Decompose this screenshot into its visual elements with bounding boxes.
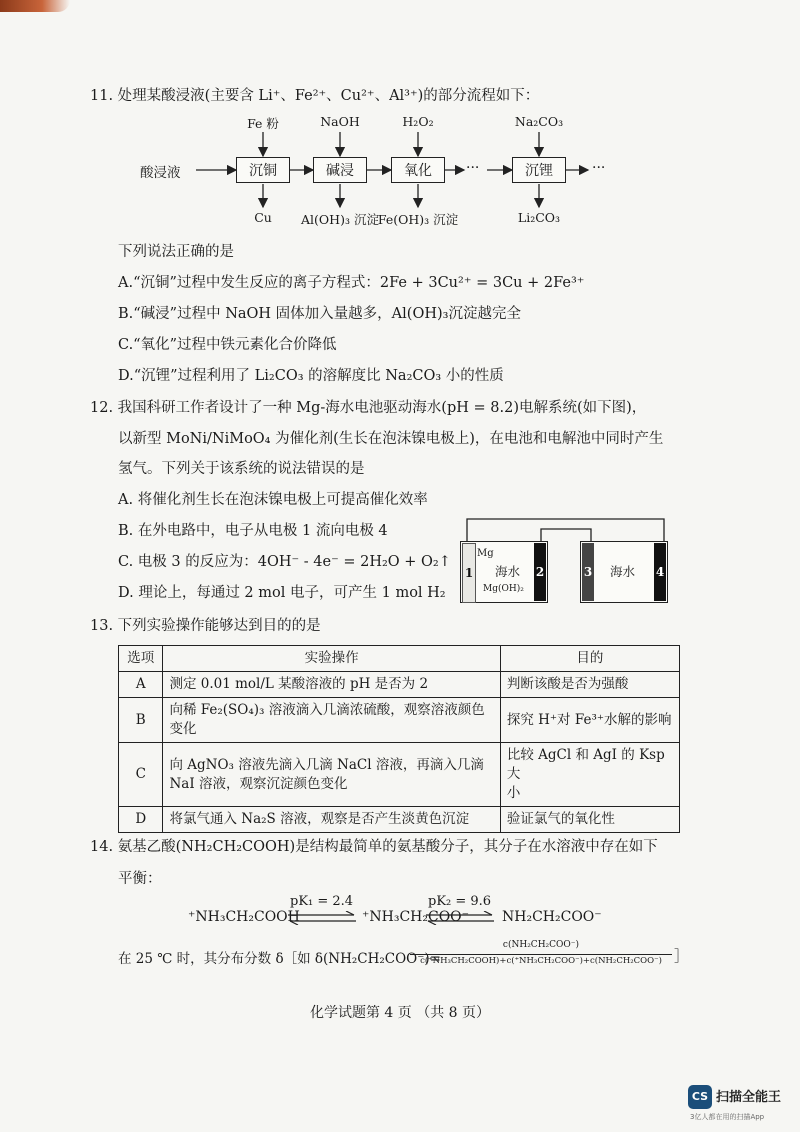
watermark-tagline: 3亿人都在用的扫描App [690, 1113, 765, 1121]
flow-end-ellipsis: ··· [592, 160, 606, 176]
goal-line: 探究 H⁺对 Fe³⁺水解的影响 [506, 711, 672, 728]
row-option: C [119, 743, 163, 807]
q11-option-b: B.“碱浸”过程中 NaOH 固体加入量越多，Al(OH)₃沉淀越完全 [118, 306, 521, 322]
distribution-suffix: ］ [674, 947, 690, 965]
row-goal [500, 807, 679, 833]
q12-stem-line-2: 以新型 MoNi/NiMoO₄ 为催化剂(生长在泡沫镍电极上)，在电池和电解池中同时产生 [118, 431, 664, 447]
flow-product-2: Al(OH)₃ 沉淀 [301, 212, 379, 227]
flow-reagent-4: Na₂CO₃ [514, 114, 564, 129]
operation-line: 变化 [169, 721, 197, 737]
q14-distribution-line [118, 940, 688, 972]
experiment-table [118, 645, 680, 833]
table-row [119, 807, 680, 833]
operation-line: 向 AgNO₃ 溶液先滴入几滴 NaCl 溶液，再滴入几滴 [169, 756, 484, 773]
electrode-4: 4 [654, 543, 666, 601]
row-goal [500, 743, 679, 807]
table-row [119, 743, 680, 807]
q11-option-c: C.“氧化”过程中铁元素化合价降低 [118, 337, 337, 353]
flow-box-step1: 沉铜 [236, 157, 290, 183]
row-option: D [119, 807, 163, 833]
row-goal [500, 698, 679, 743]
watermark-brand: 扫描全能王 [716, 1090, 782, 1105]
fraction-bar [410, 954, 672, 955]
flow-product-4: Li₂CO₃ [517, 210, 561, 225]
flow-box-step2: 碱浸 [313, 157, 367, 183]
q12-option-d: D. 理论上，每通过 2 mol 电子，可产生 1 mol H₂ [118, 585, 446, 601]
electrode-2: 2 [534, 543, 546, 601]
operation-line: NaI 溶液，观察沉淀颜色变化 [169, 775, 348, 792]
distribution-prefix: 在 25 ℃ 时，其分布分数 δ［如 δ(NH₂CH₂COO⁻)= [118, 951, 441, 967]
flow-product-1: Cu [254, 210, 272, 225]
flow-reagent-1: Fe 粉 [247, 116, 279, 131]
row-operation [163, 807, 500, 833]
header-goal: 目的 [500, 646, 679, 672]
operation-line: 向稀 Fe₂(SO₄)₃ 溶液滴入几滴浓硫酸，观察溶液颜色 [169, 702, 485, 718]
fraction-denominator: c(⁺NH₃CH₂COOH)+c(⁺NH₃CH₂COO⁻)+c(NH₂CH₂COO⁻) [420, 956, 662, 966]
operation-line: 测定 0.01 mol/L 某酸溶液的 pH 是否为 2 [169, 676, 429, 692]
q12-option-a: A. 将催化剂生长在泡沫镍电极上可提高催化效率 [118, 492, 428, 508]
table-row [119, 698, 680, 743]
species-2: ⁺NH₃CH₂COO⁻ [362, 909, 470, 925]
header-operation: 实验操作 [163, 646, 500, 672]
page-footer: 化学试题第 4 页 （共 8 页） [309, 1005, 491, 1021]
left-seawater-label: 海水 [495, 564, 521, 579]
row-option: A [119, 672, 163, 698]
flow-reagent-2: NaOH [320, 114, 360, 129]
flow-ellipsis: ··· [466, 160, 480, 176]
flow-reagent-3: H₂O₂ [402, 114, 434, 129]
species-1: ⁺NH₃CH₂COOH [188, 909, 300, 925]
right-seawater-label: 海水 [610, 564, 636, 579]
goal-line: 小 [506, 785, 521, 801]
goal-line: 比较 AgCl 和 AgI 的 Ksp 大 [506, 747, 665, 782]
mg-label: Mg [477, 548, 494, 559]
flow-box-step3: 氧化 [391, 157, 445, 183]
row-option: B [119, 698, 163, 743]
flow-start-label: 酸浸液 [140, 165, 181, 181]
row-operation [163, 743, 500, 807]
q11-flow-diagram [0, 0, 800, 240]
equilibrium-arrow-2 [424, 911, 496, 925]
pk2-label: pK₂ = 9.6 [428, 894, 492, 909]
operation-line: 将氯气通入 Na₂S 溶液，观察是否产生淡黄色沉淀 [169, 811, 470, 827]
camscanner-logo-icon: CS [688, 1085, 712, 1109]
q14-stem-line-1: 14. 氨基乙酸(NH₂CH₂COOH)是结构最简单的氨基酸分子，其分子在水溶液中存在如下 [90, 839, 658, 855]
species-3: NH₂CH₂COO⁻ [502, 909, 602, 925]
fraction-numerator: c(NH₂CH₂COO⁻) [502, 940, 580, 950]
q12-cell-diagram [455, 515, 675, 610]
q12-option-b: B. 在外电路中，电子从电极 1 流向电极 4 [118, 523, 388, 539]
q12-stem-line-3: 氢气。下列关于该系统的说法错误的是 [118, 461, 365, 477]
row-operation [163, 698, 500, 743]
electrode-1: 1 [462, 543, 476, 603]
row-goal [500, 672, 679, 698]
q14-stem-line-2: 平衡： [118, 871, 162, 887]
goal-line: 判断该酸是否为强酸 [506, 676, 629, 692]
table-row [119, 672, 680, 698]
q11-option-a: A.“沉铜”过程中发生反应的离子方程式：2Fe + 3Cu²⁺ = 3Cu + 2Fe³⁺ [118, 275, 585, 291]
q11-question: 下列说法正确的是 [118, 244, 234, 260]
mgoh-label: Mg(OH)₂ [483, 584, 524, 594]
q12-option-c: C. 电极 3 的反应为：4OH⁻ - 4e⁻ = 2H₂O + O₂↑ [118, 554, 451, 570]
row-operation [163, 672, 500, 698]
electrode-3: 3 [582, 543, 594, 601]
flow-box-step4: 沉锂 [512, 157, 566, 183]
table-header-row [119, 646, 680, 672]
pk1-label: pK₁ = 2.4 [290, 894, 354, 909]
equilibrium-arrow-1 [286, 911, 358, 925]
q13-stem: 13. 下列实验操作能够达到目的的是 [90, 618, 321, 634]
header-option: 选项 [119, 646, 163, 672]
q14-equilibrium [0, 895, 800, 935]
q11-stem: 11. 处理某酸浸液(主要含 Li⁺、Fe²⁺、Cu²⁺、Al³⁺)的部分流程如下： [90, 88, 540, 104]
q11-option-d: D.“沉锂”过程利用了 Li₂CO₃ 的溶解度比 Na₂CO₃ 小的性质 [118, 368, 504, 384]
goal-line: 验证氯气的氧化性 [506, 811, 615, 827]
flow-product-3: Fe(OH)₃ 沉淀 [377, 212, 459, 227]
q12-stem-line-1: 12. 我国科研工作者设计了一种 Mg-海水电池驱动海水(pH = 8.2)电解系统(如下图)， [90, 400, 647, 416]
